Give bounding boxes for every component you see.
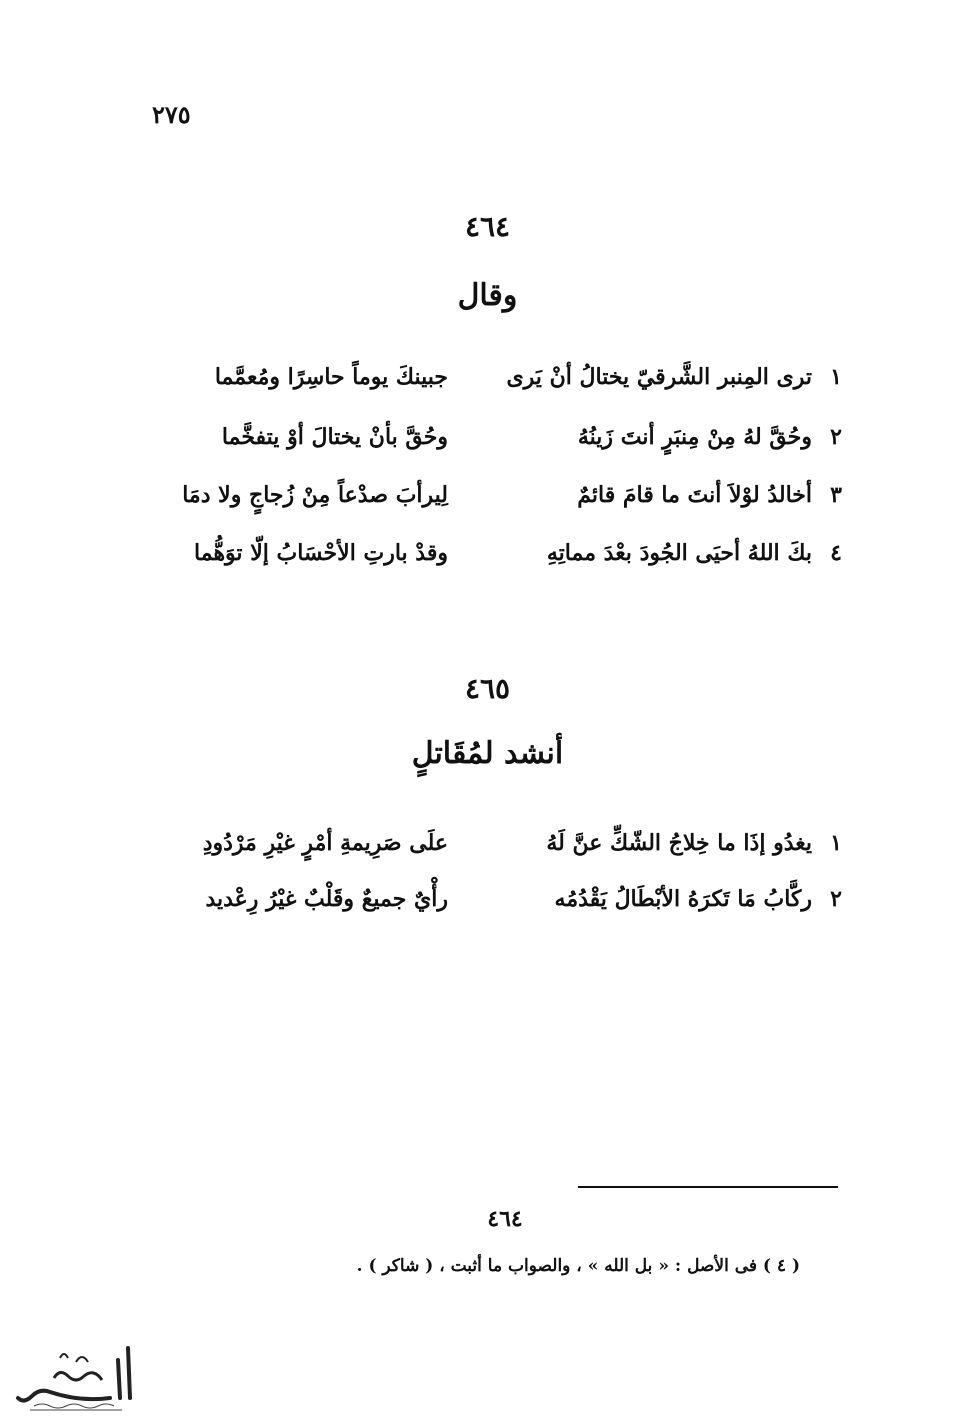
verse-number: ١ bbox=[830, 364, 842, 390]
verse-row bbox=[148, 886, 848, 930]
poem-number: ٤٦٥ bbox=[464, 672, 511, 705]
verse-first-hemistich: بكَ اللهُ أحيَى الجُودَ بعْدَ مماتِهِ bbox=[546, 540, 812, 566]
verse-row bbox=[148, 424, 848, 468]
verse-first-hemistich: ترى المِنبر الشَّرقيّ يختالُ أنْ يَرى bbox=[506, 364, 812, 390]
verse-first-hemistich: وحُقَّ لهُ مِنْ مِنبَرٍ أنتَ زَينُهُ bbox=[577, 424, 812, 450]
footnote-reference: ٤٦٤ bbox=[487, 1206, 523, 1232]
verse-row bbox=[148, 830, 848, 874]
verse-second-hemistich: علَى صَرِيمةِ أمْرٍ غيْرِ مَرْدُودِ bbox=[202, 830, 448, 856]
footnote-text: ( ٤ ) فى الأصل : « بل الله » ، والصواب ما أثبت ، ( شاكر ) . bbox=[356, 1256, 800, 1276]
verse-first-hemistich: أخالدُ لوْلاَ أنتَ ما قامَ قائمٌ bbox=[577, 482, 812, 508]
verse-first-hemistich: ركَّابُ مَا تَكرَهُ الأبْطَالُ يَقْدُمُه bbox=[554, 886, 812, 912]
poem-title: أنشد لمُقَاتلٍ bbox=[411, 736, 564, 771]
verse-second-hemistich: وحُقَّ بأنْ يختالَ أوْ يتفخَّما bbox=[221, 424, 448, 450]
verse-second-hemistich: وقدْ بارتِ الأحْسَابُ إلّا توَهُّما bbox=[194, 540, 448, 566]
verse-second-hemistich: رأْيٌ جميعٌ وقَلْبٌ غيْرُ رِعْديد bbox=[205, 886, 448, 912]
poem-title: وقال bbox=[457, 278, 518, 313]
verse-number: ١ bbox=[830, 830, 842, 856]
verse-number: ٤ bbox=[830, 540, 842, 566]
verse-number: ٣ bbox=[830, 482, 842, 508]
verse-second-hemistich: جبينكَ يوماً حاسِرًا ومُعمَّما bbox=[214, 364, 448, 390]
page-number: ٢٧٥ bbox=[152, 100, 191, 129]
verse-row bbox=[148, 482, 848, 526]
verse-number: ٢ bbox=[830, 886, 842, 912]
verse-row bbox=[148, 364, 848, 408]
verse-row bbox=[148, 540, 848, 584]
calligraphy-logo bbox=[10, 1340, 140, 1415]
poem-number: ٤٦٤ bbox=[464, 210, 511, 243]
verse-number: ٢ bbox=[830, 424, 842, 450]
verse-second-hemistich: لِيرأبَ صدْعاً مِنْ زُجاجٍ ولا دمَا bbox=[182, 482, 448, 508]
verse-first-hemistich: يغدُو إذَا ما خِلاجُ الشّكِّ عنَّ لَهُ bbox=[546, 830, 812, 856]
footnote-divider bbox=[578, 1186, 838, 1188]
